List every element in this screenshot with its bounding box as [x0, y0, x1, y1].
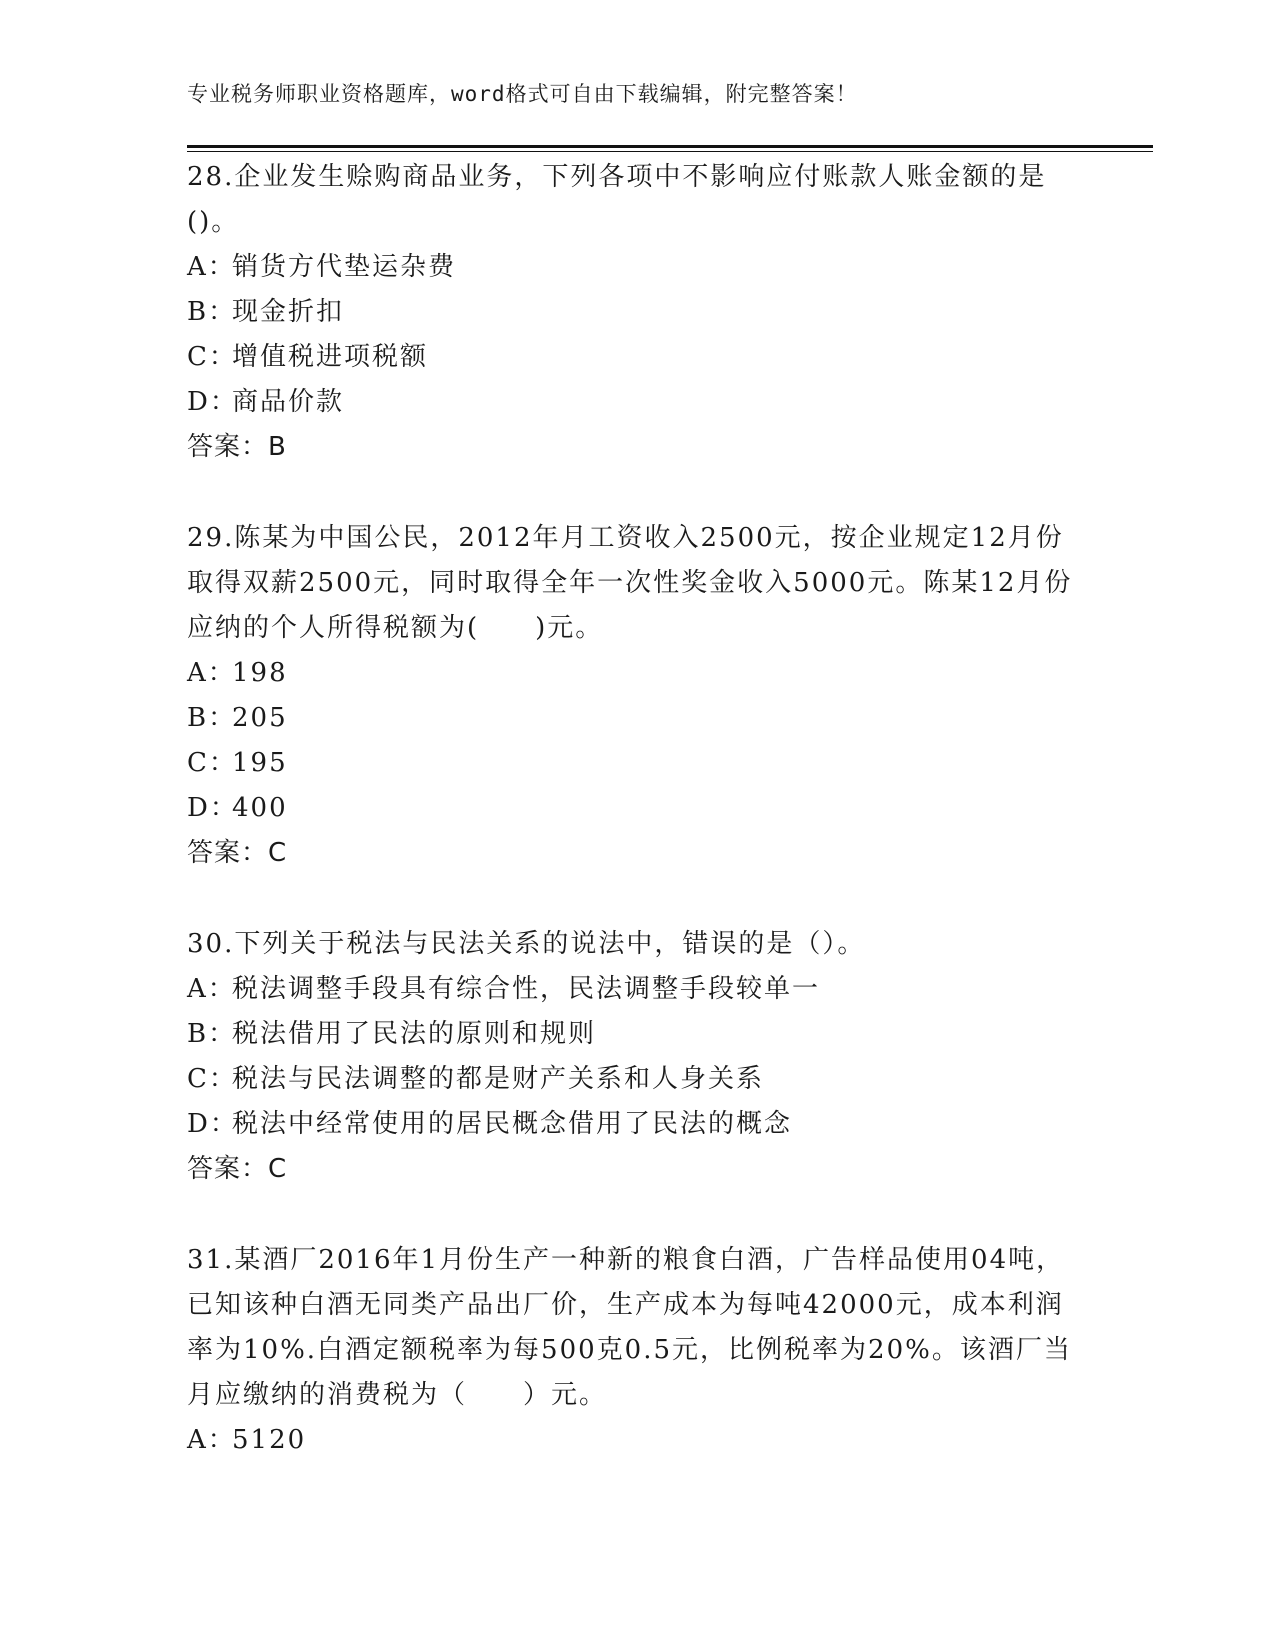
option-text: 205 [232, 703, 288, 733]
option-c [187, 1057, 1087, 1102]
option-text: 5120 [232, 1425, 307, 1455]
option-key: A： [187, 252, 236, 282]
question-29 [187, 516, 1087, 876]
option-text: 税法借用了民法的原则和规则 [232, 1019, 597, 1049]
option-key: B： [187, 1019, 237, 1049]
page-header: 专业税务师职业资格题库，word格式可自由下载编辑，附完整答案！ [187, 82, 858, 106]
option-text: 增值税进项税额 [232, 342, 429, 372]
header-rule-thick [187, 145, 1153, 148]
option-text: 销货方代垫运杂费 [232, 252, 457, 282]
option-key: B： [187, 297, 237, 327]
option-key: A： [187, 1425, 236, 1455]
option-c [187, 741, 1087, 786]
option-a [187, 245, 1087, 290]
option-d [187, 786, 1087, 831]
option-a [187, 967, 1087, 1012]
answer: 答案：C [187, 1154, 288, 1184]
option-b [187, 1012, 1087, 1057]
option-key: C： [187, 748, 237, 778]
option-text: 198 [232, 658, 288, 688]
option-text: 税法中经常使用的居民概念借用了民法的概念 [232, 1109, 793, 1139]
header-rule-thin [187, 151, 1153, 152]
option-b [187, 290, 1087, 335]
question-list [187, 155, 1087, 1509]
option-key: D： [187, 1109, 238, 1139]
question-text: 31.某酒厂2016年1月份生产一种新的粮食白酒，广告样品使用04吨，已知该种白酒无同类产品出厂价，生产成本为每吨42000元，成本利润率为10%.白酒定额税率为每500克0.5元，比例税率为20%。该酒厂当月应缴纳的消费税为（ ）元。 [187, 1245, 1072, 1410]
option-key: C： [187, 342, 237, 372]
option-key: A： [187, 658, 236, 688]
option-a [187, 1418, 1087, 1463]
option-key: D： [187, 793, 238, 823]
question-text: 29.陈某为中国公民，2012年月工资收入2500元，按企业规定12月份取得双薪2500元，同时取得全年一次性奖金收入5000元。陈某12月份应纳的个人所得税额为( )元。 [187, 523, 1073, 643]
answer: 答案：B [187, 432, 287, 462]
option-d [187, 1102, 1087, 1147]
option-text: 商品价款 [232, 387, 345, 417]
question-text: 30.下列关于税法与民法关系的说法中，错误的是（）。 [187, 929, 866, 959]
option-text: 税法与民法调整的都是财产关系和人身关系 [232, 1064, 765, 1094]
answer: 答案：C [187, 838, 288, 868]
option-text: 税法调整手段具有综合性，民法调整手段较单一 [232, 974, 821, 1004]
question-text: 28.企业发生赊购商品业务，下列各项中不影响应付账款人账金额的是()。 [187, 162, 1047, 237]
option-b [187, 696, 1087, 741]
option-key: D： [187, 387, 238, 417]
option-d [187, 380, 1087, 425]
option-c [187, 335, 1087, 380]
option-key: A： [187, 974, 236, 1004]
option-key: B： [187, 703, 237, 733]
option-a [187, 651, 1087, 696]
option-text: 400 [232, 793, 288, 823]
question-28 [187, 155, 1087, 470]
question-31 [187, 1238, 1087, 1463]
question-30 [187, 922, 1087, 1192]
option-text: 195 [232, 748, 288, 778]
option-key: C： [187, 1064, 237, 1094]
option-text: 现金折扣 [232, 297, 345, 327]
